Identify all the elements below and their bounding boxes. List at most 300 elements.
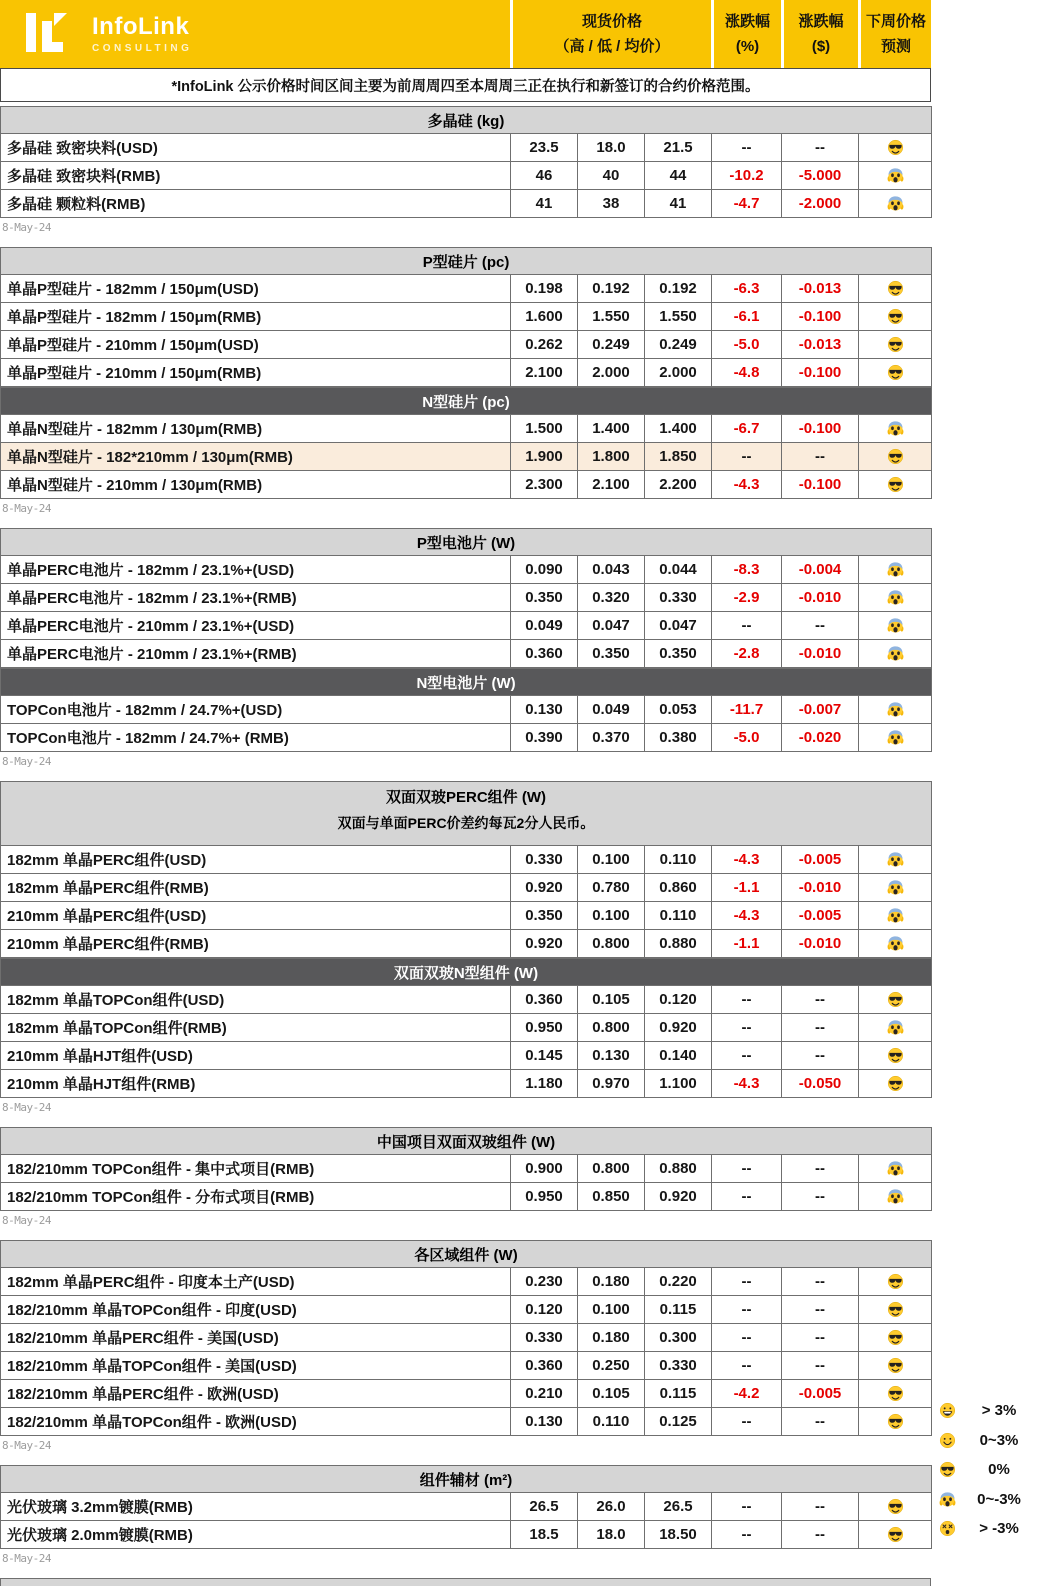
next-section-peek [0,1578,931,1586]
infolink-logo-text [92,12,193,54]
section-title: 多晶硅 (kg) [427,112,505,130]
forecast-cell [859,331,932,359]
forecast-cell [859,1380,932,1408]
section-header [1,782,932,846]
price-avg: 1.850 [645,443,712,471]
section-date-gap [0,1436,931,1465]
change-usd: -- [782,1014,859,1042]
product-label: 单晶P型硅片 - 182mm / 150μm(RMB) [1,303,511,331]
section-date-gap [0,1098,931,1127]
price-high: 0.360 [511,986,578,1014]
price-avg: 44 [645,162,712,190]
section-table [0,781,932,958]
forecast-cell [859,696,932,724]
price-row [1,846,932,874]
product-label: 182mm 单晶TOPCon组件(USD) [1,986,511,1014]
sunglasses-emoji [887,476,904,493]
legend-item [938,1485,1042,1515]
price-avg: 0.380 [645,724,712,752]
price-high: 1.500 [511,415,578,443]
price-avg: 0.860 [645,874,712,902]
price-avg: 2.000 [645,359,712,387]
price-low: 2.000 [578,359,645,387]
forecast-cell [859,1042,932,1070]
section-date: 8-May-24 [2,1439,51,1452]
price-high: 0.350 [511,584,578,612]
price-low: 0.780 [578,874,645,902]
section-date-gap [0,1549,931,1578]
sunglasses-emoji [887,1301,904,1318]
sunglasses-emoji [887,1273,904,1290]
forecast-cell [859,1155,932,1183]
product-label: 单晶PERC电池片 - 182mm / 23.1%+(USD) [1,556,511,584]
change-pct: -6.3 [712,275,782,303]
change-pct-line1: 涨跌幅 [724,12,770,30]
grin-emoji [938,1402,956,1419]
product-label: 单晶PERC电池片 - 182mm / 23.1%+(RMB) [1,584,511,612]
price-high: 26.5 [511,1493,578,1521]
forecast-cell [859,846,932,874]
product-label: 182mm 单晶TOPCon组件(RMB) [1,1014,511,1042]
forecast-cell [859,902,932,930]
price-high: 0.350 [511,902,578,930]
change-pct: -- [712,986,782,1014]
price-high: 1.900 [511,443,578,471]
section-title: N型硅片 (pc) [422,393,510,411]
section-title: N型电池片 (W) [416,674,516,692]
price-high: 0.145 [511,1042,578,1070]
change-pct-line2: (%) [735,38,760,55]
product-label: 光伏玻璃 3.2mm镀膜(RMB) [1,1493,511,1521]
price-low: 1.400 [578,415,645,443]
change-usd: -- [782,1183,859,1211]
price-row [1,584,932,612]
section-table [0,1127,932,1211]
change-pct: -10.2 [712,162,782,190]
change-pct: -- [712,1014,782,1042]
price-row [1,162,932,190]
change-usd: -0.005 [782,846,859,874]
price-avg: 1.100 [645,1070,712,1098]
change-pct: -5.0 [712,331,782,359]
price-avg: 41 [645,190,712,218]
scream-emoji [887,729,904,746]
product-label: 多晶硅 致密块料(RMB) [1,162,511,190]
change-pct: -- [712,1155,782,1183]
price-avg: 0.044 [645,556,712,584]
sunglasses-emoji [887,1357,904,1374]
forecast-cell [859,275,932,303]
price-row [1,1408,932,1436]
change-pct: -8.3 [712,556,782,584]
forecast-cell [859,134,932,162]
product-label: 210mm 单晶PERC组件(USD) [1,902,511,930]
section-header [1,1128,932,1155]
sunglasses-emoji [887,1413,904,1430]
price-high: 2.100 [511,359,578,387]
price-avg: 0.115 [645,1380,712,1408]
scream-emoji [887,617,904,634]
price-row [1,1324,932,1352]
section-date-gap [0,218,931,247]
price-avg: 0.249 [645,331,712,359]
product-label: 多晶硅 颗粒料(RMB) [1,190,511,218]
scream-emoji [887,879,904,896]
section-header [1,959,932,986]
price-high: 0.090 [511,556,578,584]
change-pct: -4.3 [712,471,782,499]
price-row [1,1155,932,1183]
section-title: P型电池片 (W) [416,534,516,552]
change-pct: -4.3 [712,1070,782,1098]
price-period-note: *InfoLink 公示价格时间区间主要为前周周四至本周周三正在执行和新签订的合约价格范围。 [0,68,931,102]
price-avg: 1.400 [645,415,712,443]
change-usd: -- [782,1296,859,1324]
price-avg: 0.880 [645,930,712,958]
price-low: 0.100 [578,1296,645,1324]
price-row [1,190,932,218]
section-date: 8-May-24 [2,755,51,768]
price-high: 0.330 [511,846,578,874]
change-usd: -- [782,1155,859,1183]
section-title: 中国项目双面双玻组件 (W) [376,1133,556,1151]
forecast-cell [859,1268,932,1296]
product-label: 182/210mm 单晶TOPCon组件 - 欧洲(USD) [1,1408,511,1436]
change-usd: -0.050 [782,1070,859,1098]
change-pct: -- [712,1324,782,1352]
section-header [1,1466,932,1493]
change-usd: -0.013 [782,275,859,303]
product-label: 182/210mm 单晶TOPCon组件 - 印度(USD) [1,1296,511,1324]
price-avg: 0.192 [645,275,712,303]
change-pct: -4.7 [712,190,782,218]
price-row [1,1014,932,1042]
section-date-gap [0,499,931,528]
product-label: TOPCon电池片 - 182mm / 24.7%+(USD) [1,696,511,724]
price-high: 0.950 [511,1183,578,1211]
sunglasses-emoji [887,1498,904,1515]
price-row [1,415,932,443]
product-label: 210mm 单晶HJT组件(RMB) [1,1070,511,1098]
section-header [1,1241,932,1268]
product-label: 182/210mm 单晶PERC组件 - 欧洲(USD) [1,1380,511,1408]
price-low: 2.100 [578,471,645,499]
price-row [1,986,932,1014]
change-pct: -2.9 [712,584,782,612]
section-date-gap [0,752,931,781]
sunglasses-emoji [938,1461,956,1478]
section-header [1,107,932,134]
scream-emoji [938,1491,956,1508]
change-pct: -- [712,1268,782,1296]
price-low: 18.0 [578,134,645,162]
price-avg: 0.300 [645,1324,712,1352]
price-avg: 0.920 [645,1014,712,1042]
change-usd: -5.000 [782,162,859,190]
change-usd: -2.000 [782,190,859,218]
product-label: 多晶硅 致密块料(USD) [1,134,511,162]
price-high: 0.360 [511,1352,578,1380]
section-title: 双面双玻N型组件 (W) [393,964,539,982]
price-avg: 0.120 [645,986,712,1014]
price-high: 1.180 [511,1070,578,1098]
price-high: 0.360 [511,640,578,668]
price-low: 0.970 [578,1070,645,1098]
infolink-logo [0,0,510,68]
change-pct: -- [712,1493,782,1521]
legend-label: > 3% [981,1402,1017,1420]
scream-emoji [887,645,904,662]
legend-label: 0~-3% [977,1490,1021,1508]
price-low: 26.0 [578,1493,645,1521]
price-low: 0.249 [578,331,645,359]
price-row [1,1183,932,1211]
price-low: 0.192 [578,275,645,303]
change-usd: -0.007 [782,696,859,724]
change-usd: -- [782,1493,859,1521]
legend-label: 0~3% [979,1431,1019,1449]
change-usd: -0.010 [782,584,859,612]
price-avg: 26.5 [645,1493,712,1521]
change-usd: -0.020 [782,724,859,752]
product-label: 单晶P型硅片 - 182mm / 150μm(USD) [1,275,511,303]
forecast-cell [859,1070,932,1098]
infolink-logo-icon [24,10,80,59]
product-label: 单晶N型硅片 - 182*210mm / 130μm(RMB) [1,443,511,471]
product-label: 182mm 单晶PERC组件 - 印度本土产(USD) [1,1268,511,1296]
change-pct: -1.1 [712,874,782,902]
change-pct: -4.3 [712,902,782,930]
price-row [1,930,932,958]
change-usd-line1: 涨跌幅 [798,12,844,30]
price-avg: 0.047 [645,612,712,640]
price-high: 46 [511,162,578,190]
price-high: 0.230 [511,1268,578,1296]
sunglasses-emoji [887,1075,904,1092]
sunglasses-emoji [887,308,904,325]
sunglasses-emoji [887,139,904,156]
column-header-forecast [858,0,931,68]
price-avg: 0.110 [645,902,712,930]
price-high: 0.120 [511,1296,578,1324]
forecast-cell [859,1408,932,1436]
change-pct: -4.8 [712,359,782,387]
scream-emoji [887,907,904,924]
section-title: P型硅片 (pc) [422,253,510,271]
section-table [0,247,932,387]
change-pct: -- [712,1183,782,1211]
price-row [1,1493,932,1521]
change-pct: -2.8 [712,640,782,668]
forecast-cell [859,874,932,902]
price-low: 0.800 [578,1014,645,1042]
forecast-cell [859,303,932,331]
price-low: 38 [578,190,645,218]
section-table [0,958,932,1098]
sunglasses-emoji [887,1526,904,1543]
price-low: 1.800 [578,443,645,471]
product-label: 单晶PERC电池片 - 210mm / 23.1%+(USD) [1,612,511,640]
price-low: 0.100 [578,902,645,930]
price-high: 0.210 [511,1380,578,1408]
product-label: 182mm 单晶PERC组件(USD) [1,846,511,874]
product-label: 182/210mm TOPCon组件 - 集中式项目(RMB) [1,1155,511,1183]
legend-item [938,1514,1042,1544]
change-pct: -- [712,443,782,471]
forecast-cell [859,1352,932,1380]
price-row [1,303,932,331]
change-usd: -0.010 [782,640,859,668]
price-low: 0.250 [578,1352,645,1380]
section-header [1,248,932,275]
forecast-cell [859,724,932,752]
forecast-line2: 预测 [880,38,911,55]
price-row [1,1042,932,1070]
sunglasses-emoji [887,364,904,381]
forecast-cell [859,986,932,1014]
section-header [1,529,932,556]
price-avg: 0.330 [645,1352,712,1380]
change-usd: -0.010 [782,930,859,958]
price-low: 0.370 [578,724,645,752]
forecast-cell [859,640,932,668]
change-usd: -0.100 [782,359,859,387]
sunglasses-emoji [887,1047,904,1064]
forecast-cell [859,1183,932,1211]
forecast-cell [859,930,932,958]
price-high: 18.5 [511,1521,578,1549]
price-high: 0.920 [511,874,578,902]
price-row [1,1296,932,1324]
section-table [0,1240,932,1436]
price-avg: 0.110 [645,846,712,874]
product-label: 单晶N型硅片 - 182mm / 130μm(RMB) [1,415,511,443]
section-date: 8-May-24 [2,1101,51,1114]
price-row [1,275,932,303]
change-pct: -- [712,612,782,640]
forecast-cell [859,1296,932,1324]
section-table [0,106,932,218]
sunglasses-emoji [887,1385,904,1402]
price-high: 0.198 [511,275,578,303]
product-label: TOPCon电池片 - 182mm / 24.7%+ (RMB) [1,724,511,752]
price-avg: 0.115 [645,1296,712,1324]
price-row [1,556,932,584]
price-low: 40 [578,162,645,190]
product-label: 182/210mm 单晶TOPCon组件 - 美国(USD) [1,1352,511,1380]
price-low: 0.180 [578,1268,645,1296]
scream-emoji [887,589,904,606]
change-usd: -- [782,612,859,640]
section-table [0,387,932,499]
price-avg: 0.920 [645,1183,712,1211]
sections [0,106,931,1586]
legend-item [938,1396,1042,1426]
change-usd: -0.100 [782,303,859,331]
section-date: 8-May-24 [2,221,51,234]
legend-item [938,1455,1042,1485]
product-label: 光伏玻璃 2.0mm镀膜(RMB) [1,1521,511,1549]
price-low: 18.0 [578,1521,645,1549]
smile-emoji [938,1432,956,1449]
price-low: 0.130 [578,1042,645,1070]
product-label: 单晶N型硅片 - 210mm / 130μm(RMB) [1,471,511,499]
price-high: 0.262 [511,331,578,359]
scream-emoji [887,935,904,952]
change-usd: -- [782,443,859,471]
change-pct: -- [712,134,782,162]
price-high: 0.330 [511,1324,578,1352]
change-usd-line2: ($) [811,38,831,55]
forecast-cell [859,1493,932,1521]
section-date-gap [0,1211,931,1240]
price-low: 0.350 [578,640,645,668]
scream-emoji [887,195,904,212]
forecast-cell [859,1521,932,1549]
price-avg: 2.200 [645,471,712,499]
price-row [1,874,932,902]
section-date: 8-May-24 [2,1214,51,1227]
price-low: 0.100 [578,846,645,874]
section-title: 组件辅材 (m²) [419,1471,513,1489]
dizzy-emoji [938,1520,956,1537]
change-pct: -- [712,1521,782,1549]
legend-label: 0% [988,1461,1010,1479]
section-title: 双面双玻PERC组件 (W) [386,789,546,806]
forecast-cell [859,584,932,612]
brand-name: InfoLink [92,12,190,40]
sunglasses-emoji [887,991,904,1008]
forecast-cell [859,190,932,218]
price-row [1,134,932,162]
forecast-line1: 下周价格 [865,12,926,30]
change-pct: -6.7 [712,415,782,443]
change-usd: -- [782,1521,859,1549]
change-usd: -0.005 [782,902,859,930]
price-low: 0.320 [578,584,645,612]
section-title: 各区域组件 (W) [414,1246,518,1264]
scream-emoji [887,1188,904,1205]
price-row [1,359,932,387]
price-row [1,612,932,640]
change-pct: -- [712,1296,782,1324]
change-usd: -- [782,1042,859,1070]
section-header [1,388,932,415]
product-label: 单晶P型硅片 - 210mm / 150μm(RMB) [1,359,511,387]
price-avg: 0.053 [645,696,712,724]
change-usd: -- [782,1268,859,1296]
change-pct: -1.1 [712,930,782,958]
product-label: 单晶P型硅片 - 210mm / 150μm(USD) [1,331,511,359]
price-row [1,1070,932,1098]
price-row [1,696,932,724]
price-avg: 0.140 [645,1042,712,1070]
legend-label: > -3% [979,1520,1019,1538]
sunglasses-emoji [887,280,904,297]
price-row [1,724,932,752]
change-usd: -0.100 [782,471,859,499]
price-high: 0.390 [511,724,578,752]
change-usd: -0.005 [782,1380,859,1408]
change-usd: -0.004 [782,556,859,584]
forecast-cell [859,443,932,471]
price-high: 41 [511,190,578,218]
change-pct: -4.2 [712,1380,782,1408]
scream-emoji [887,1160,904,1177]
price-low: 0.800 [578,930,645,958]
product-label: 210mm 单晶PERC组件(RMB) [1,930,511,958]
price-avg: 21.5 [645,134,712,162]
